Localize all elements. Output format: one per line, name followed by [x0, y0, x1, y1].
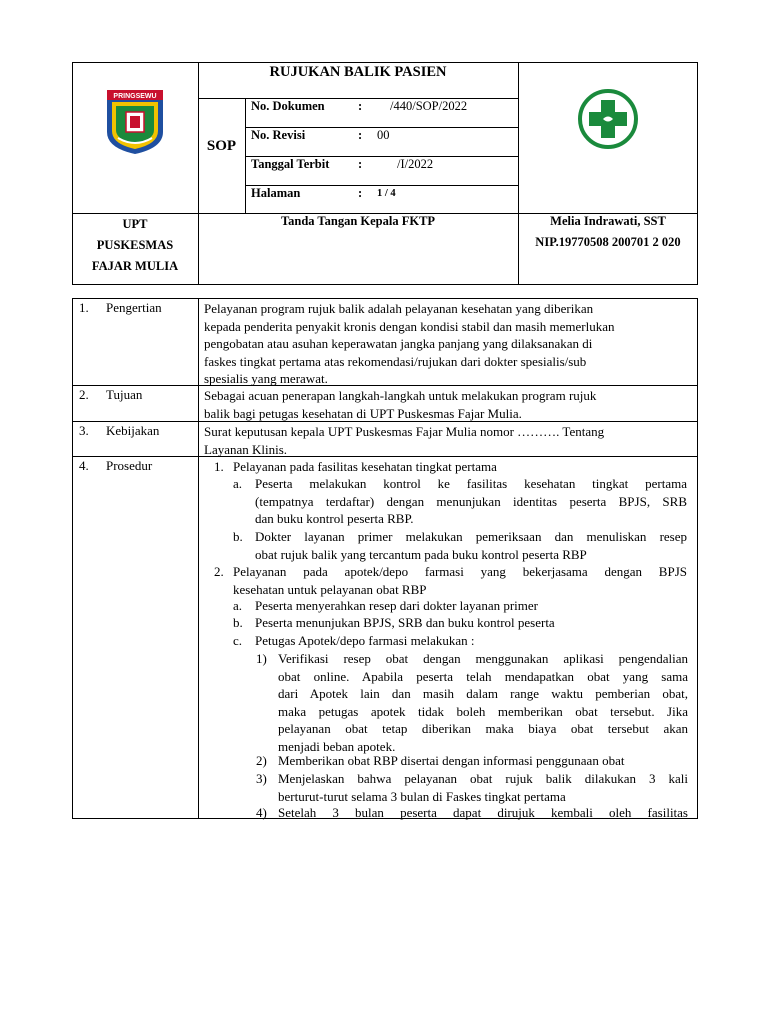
field-colon: : [358, 157, 363, 171]
field-label-tanggal-terbit: Tanggal Terbit [251, 157, 330, 171]
text-line: faskes tingkat pertama atas rekomendasi/rujukan dari dokter spesialis/sub [204, 353, 587, 369]
list-marker: 2. [214, 564, 224, 579]
text-line: Peserta melakukan kontrol ke fasilitas kesehatan tingkat pertama [255, 476, 687, 491]
list-marker: 4) [256, 805, 267, 820]
head-name: Melia Indrawati, SST [550, 214, 666, 228]
list-marker: b. [233, 529, 243, 544]
text-line: pelayanan obat tetap diberikan maka biaya obat tersebut akan [278, 721, 688, 736]
list-marker: c. [233, 633, 243, 648]
org-line: PUSKESMAS [96, 238, 174, 252]
text-line: berturut-turut selama 3 bulan di Faskes tingkat pertama [278, 788, 566, 804]
list-marker: b. [233, 615, 243, 630]
prosedur-substep-4: Setelah 3 bulan peserta dapat dirujuk kembali oleh fasilitas [278, 805, 688, 820]
section-number: 3. [79, 423, 89, 438]
prosedur-step-1: Pelayanan pada fasilitas kesehatan tingkat pertama [233, 459, 497, 474]
text-line: Pelayanan program rujuk balik adalah pelayanan kesehatan yang diberikan [204, 301, 594, 316]
org-name [72, 213, 198, 277]
head-nip: NIP.19770508 200701 2 020 [535, 235, 681, 249]
list-marker: a. [233, 598, 243, 613]
text-line: balik bagi petugas kesehatan di UPT Puskesmas Fajar Mulia. [204, 405, 522, 421]
section-number: 2. [79, 387, 89, 402]
prosedur-step-2 [233, 563, 687, 598]
prosedur-step-1b [255, 528, 687, 563]
text-line: (tempatnya terdaftar) dengan menunjukan identitas peserta BPJS, SRB [255, 493, 687, 509]
text-line: spesialis yang merawat. [204, 371, 328, 386]
list-marker: 1) [256, 651, 267, 666]
field-value-no-revisi: 00 [377, 128, 390, 142]
field-label-no-revisi: No. Revisi [251, 128, 306, 142]
logo-text: PRINGSEWU [113, 93, 157, 100]
list-marker: 1. [214, 459, 224, 474]
section-title-prosedur: Prosedur [106, 458, 153, 473]
text-line: dari Apotek lain dan masih dalam range waktu pemberian obat, [278, 686, 688, 701]
text-line: maka petugas apotek tidak boleh memberikan obat tersebut. Jika [278, 703, 688, 719]
list-marker: 3) [256, 771, 267, 786]
text-line: obat rujuk balik yang tercantum pada buku kontrol peserta RBP [255, 546, 587, 562]
text-line: Dokter layanan primer melakukan pemeriksaan dan menuliskan resep [255, 529, 687, 544]
list-marker: a. [233, 476, 243, 491]
prosedur-step-2b: Peserta menunjukan BPJS, SRB dan buku kontrol peserta [255, 615, 555, 630]
field-value-halaman: 1 / 4 [377, 188, 396, 199]
prosedur-substep-3 [278, 770, 688, 805]
health-cross-logo [577, 88, 639, 150]
signature-label: Tanda Tangan Kepala FKTP [280, 214, 436, 228]
text-line: Surat keputusan kepala UPT Puskesmas Fajar Mulia nomor ………. Tentang [204, 424, 605, 439]
prosedur-step-2c: Petugas Apotek/depo farmasi melakukan : [255, 633, 475, 648]
document-title: RUJUKAN BALIK PASIEN [269, 64, 447, 80]
field-value-tanggal-terbit: /I/2022 [397, 157, 434, 171]
text-line: obat online. Apabila peserta telah mendapatkan obat yang sama [278, 668, 688, 684]
field-colon: : [358, 186, 363, 200]
section-number: 1. [79, 300, 89, 315]
text-line: Menjelaskan bahwa pelayanan obat rujuk balik dilakukan 3 kali [278, 771, 688, 786]
pringsewu-logo [104, 88, 166, 156]
section-number: 4. [79, 458, 89, 473]
list-marker: 2) [256, 753, 267, 768]
text-line: Sebagai acuan penerapan langkah-langkah untuk melakukan program rujuk [204, 388, 597, 403]
field-value-no-dokumen: /440/SOP/2022 [390, 99, 468, 113]
field-label-halaman: Halaman [251, 186, 301, 200]
text-line: Pelayanan pada apotek/depo farmasi yang bekerjasama dengan BPJS [233, 564, 687, 579]
field-colon: : [358, 99, 363, 113]
sop-label: SOP [206, 138, 237, 154]
pengertian-text [204, 300, 664, 388]
field-colon: : [358, 128, 363, 142]
text-line: dan buku kontrol peserta RBP. [255, 511, 414, 526]
text-line: pengobatan atau asuhan keperawatan jangka panjang yang dilaksanakan di [204, 336, 593, 351]
field-label-no-dokumen: No. Dokumen [251, 99, 325, 113]
text-line: kesehatan untuk pelayanan obat RBP [233, 581, 427, 597]
section-title-tujuan: Tujuan [106, 387, 143, 402]
org-line: UPT [122, 217, 148, 231]
prosedur-substep-2: Memberikan obat RBP disertai dengan informasi penggunaan obat [278, 753, 625, 768]
tujuan-text [204, 387, 674, 422]
section-title-kebijakan: Kebijakan [106, 423, 160, 438]
text-line: menjadi beban apotek. [278, 738, 396, 754]
text-line: kepada penderita penyakit kronis dengan kondisi stabil dan masih memerlukan [204, 318, 615, 334]
prosedur-step-2a: Peserta menyerahkan resep dari dokter layanan primer [255, 598, 538, 613]
text-line: Layanan Klinis. [204, 441, 288, 457]
prosedur-step-1a [255, 475, 687, 528]
text-line: Verifikasi resep obat dengan menggunakan aplikasi pengendalian [278, 651, 688, 666]
prosedur-substep-1 [278, 650, 688, 755]
kebijakan-text [204, 423, 674, 458]
section-title-pengertian: Pengertian [106, 300, 162, 315]
org-line: FAJAR MULIA [91, 259, 179, 273]
